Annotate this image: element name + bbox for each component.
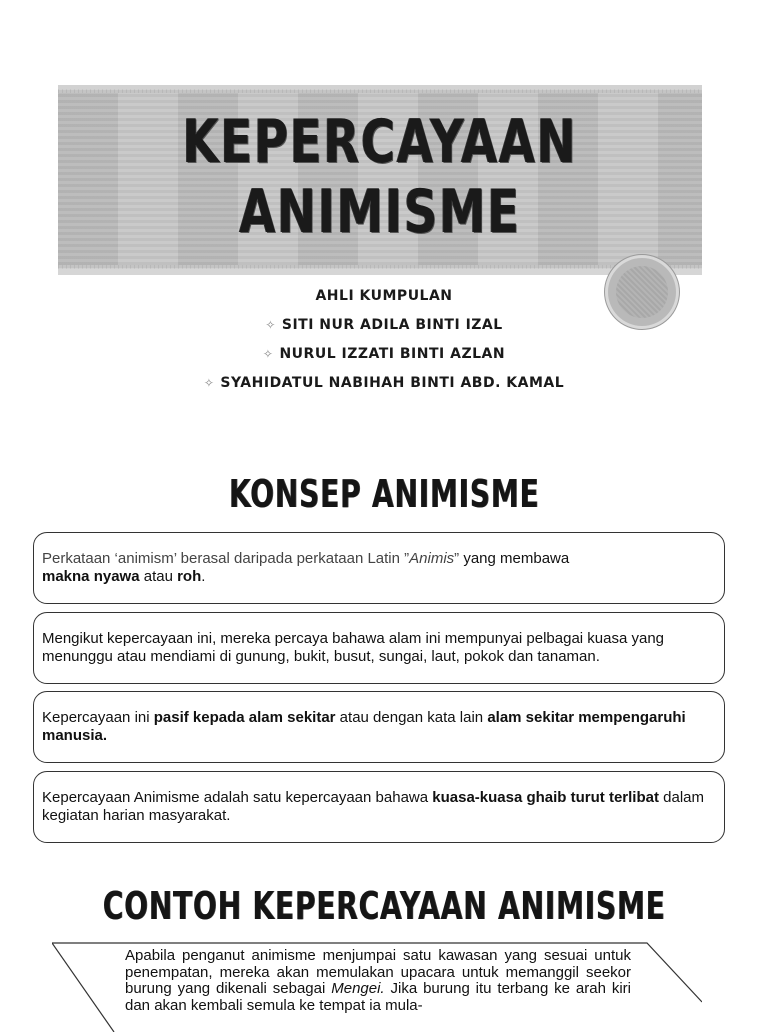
banner-stripe-bottom	[58, 269, 702, 275]
text-segment: Apabila penganut animisme menjumpai satu kawasan yang sesuai untuk penempatan, mereka akan memulakan upacara untuk memanggil seekor burung yang dikenali sebagai	[125, 947, 631, 997]
text-segment-bold: pasif kepada alam sekitar	[153, 709, 336, 726]
contoh-heading: CONTOH KEPERCAYAAN ANIMISME	[102, 884, 666, 928]
konsep-box-2	[33, 612, 725, 684]
member-item	[0, 311, 768, 340]
text-segment: .	[201, 568, 206, 585]
member-list-heading: AHLI KUMPULAN	[315, 288, 453, 304]
diamond-bullet-icon: ✧	[203, 376, 215, 390]
text-segment: atau dengan kata lain	[335, 709, 488, 726]
title-line-1: KEPERCAYAAN	[182, 107, 578, 177]
text-segment: dalam kegiatan harian masyarakat.	[42, 789, 705, 824]
konsep-box-4	[33, 771, 725, 843]
text-segment-bold: alam sekitar mempengaruhi manusia.	[42, 709, 686, 744]
text-segment: Kepercayaan Animisme adalah satu kepercayaan bahawa	[42, 789, 433, 806]
konsep-box-3	[33, 691, 725, 763]
page-title	[129, 107, 631, 247]
contoh-arrow-box	[52, 942, 702, 1032]
text-segment-italic: Animis	[409, 550, 455, 567]
konsep-heading: KONSEP ANIMISME	[228, 472, 540, 516]
title-line-2: ANIMISME	[239, 177, 521, 247]
text-segment: atau	[139, 568, 178, 585]
diamond-bullet-icon: ✧	[265, 318, 276, 332]
konsep-box-1	[33, 532, 725, 604]
contoh-text	[125, 948, 631, 1014]
member-list	[0, 282, 768, 398]
text-segment-bold: makna nyawa	[42, 568, 140, 585]
text-segment: Kepercayaan ini	[42, 709, 154, 726]
member-name: NURUL IZZATI BINTI AZLAN	[279, 346, 506, 362]
konsep-box-2-text: Mengikut kepercayaan ini, mereka percaya bahawa alam ini mempunyai pelbagai kuasa yang menunggu atau mendiami di gunung, bukit, busut, sungai, laut, pokok dan tanaman.	[42, 630, 665, 665]
konsep-box-4-text	[42, 789, 716, 825]
member-name: SYAHIDATUL NABIHAH BINTI ABD. KAMAL	[220, 375, 565, 391]
text-segment: ”	[454, 550, 464, 567]
banner-stripe-top	[58, 85, 702, 89]
text-segment: Perkataan ‘animism’ berasal daripada perkataan Latin ”	[42, 550, 410, 567]
text-segment: Jika burung itu terbang ke arah kiri dan akan kembali semula ke tempat ia mula-	[125, 980, 631, 1014]
text-segment-bold: roh	[177, 568, 202, 585]
member-name: SITI NUR ADILA BINTI IZAL	[281, 317, 503, 333]
member-item	[0, 369, 768, 398]
konsep-box-1-text	[42, 550, 716, 586]
member-item	[0, 340, 768, 369]
text-segment-bold: kuasa-kuasa ghaib turut terlibat	[432, 789, 659, 806]
diamond-bullet-icon: ✧	[262, 347, 274, 361]
title-banner	[58, 85, 702, 275]
konsep-box-3-text	[42, 709, 716, 745]
text-segment: yang membawa	[463, 550, 570, 567]
text-segment-italic: Mengei.	[331, 980, 385, 997]
